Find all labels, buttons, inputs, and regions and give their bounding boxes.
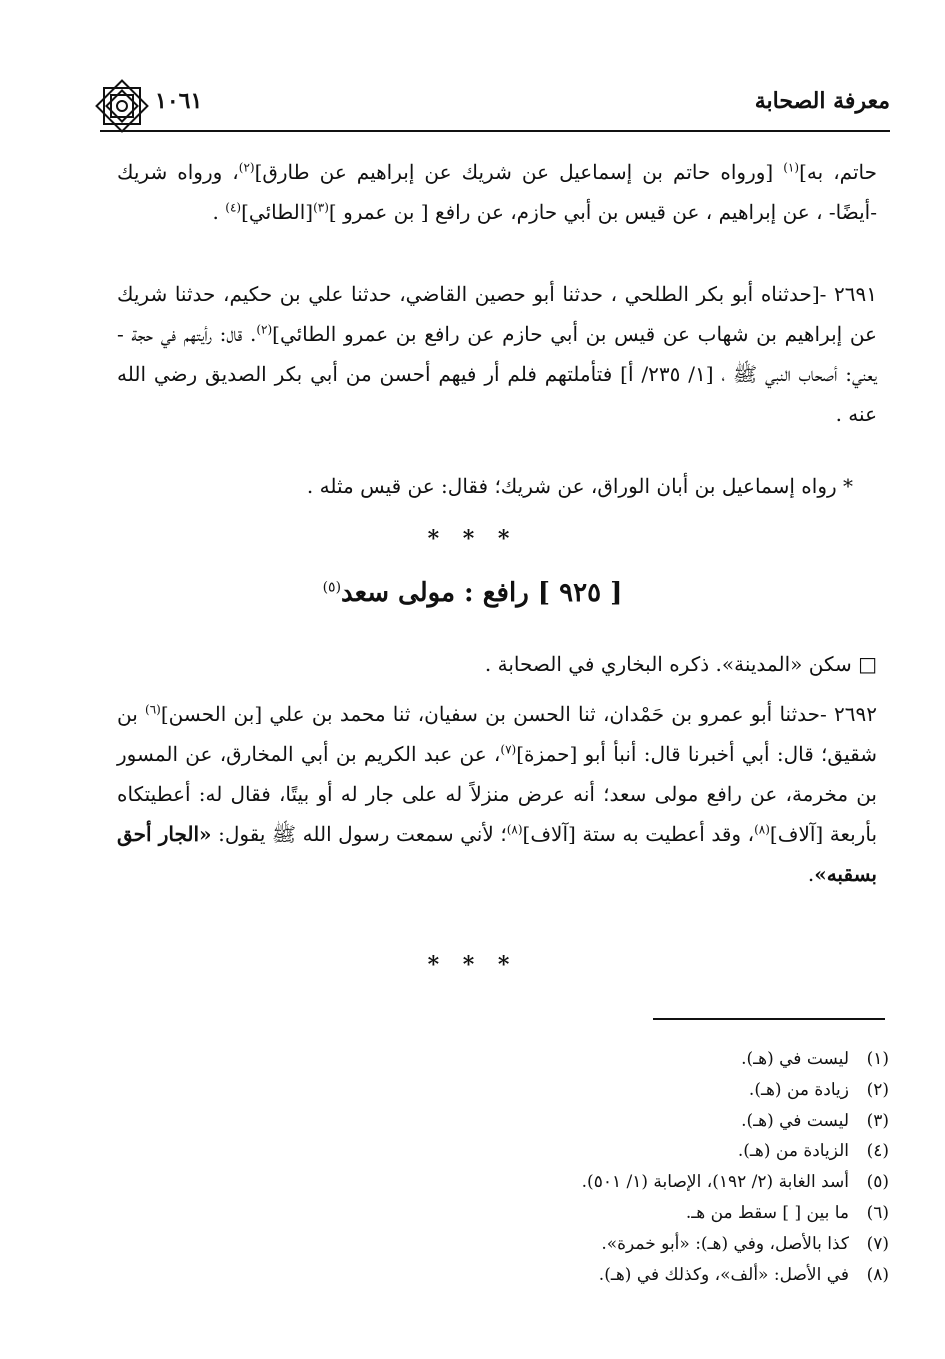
- footnote-ref[interactable]: (٣): [313, 200, 329, 215]
- footnote-ref[interactable]: (٨): [754, 822, 770, 837]
- footnote-ref[interactable]: (٢): [238, 160, 255, 175]
- hadith-2691: ٢٦٩١ -[حدثناه أبو بكر الطلحي ، حدثنا أبو حصين القاضي، حدثنا علي بن حكيم، حدثنا شريك عن إبراهيم بن شهاب عن قيس بن أبي حازم عن رافع بن عمرو الطائي]$^{(٢)}$. قال: رأيتهم في حجة - يعني: أصحاب النبي ﷺ ، [١/ ٢٣٥/ أ] فتأملتهم فلم أر فيهم أحسن من أبي بكر الصديق رضي الله عنه .: [117, 282, 877, 426]
- page-number: ١٠٦١: [155, 88, 203, 114]
- octagram-ornament-icon: [92, 76, 152, 136]
- footnote-ref[interactable]: (٤): [225, 200, 242, 215]
- page-header: [100, 80, 890, 132]
- footnote-item: (٧)كذا بالأصل، وفي (هـ): «أبو خمرة».: [601, 1233, 889, 1254]
- section-heading: [ ٩٢٥ ] رافع : مولى سعد$^{(٥)}$: [322, 578, 623, 608]
- footnote-ref[interactable]: (٧): [500, 742, 517, 757]
- footnote-ref[interactable]: (٨): [506, 822, 523, 837]
- footnote-ref[interactable]: (١): [783, 160, 800, 175]
- quoted-hadith: «الجار أحق بسقبه»: [117, 822, 877, 886]
- narration-note: * رواه إسماعيل بن أبان الوراق، عن شريك؛ فقال: عن قيس مثله .: [306, 474, 853, 498]
- footnote-item: (٦)ما بين [ ] سقط من هـ.: [685, 1202, 889, 1223]
- footnote-item: (٣)ليست في (هـ).: [741, 1110, 889, 1131]
- footnote-item: (٨)في الأصل: «ألف»، وكذلك في (هـ).: [598, 1264, 889, 1285]
- footnote-ref[interactable]: (٢): [256, 322, 273, 337]
- footnotes-list: [129, 1044, 889, 1290]
- hadith-2692: ٢٦٩٢ -حدثنا أبو عمرو بن حَمْدان، ثنا الحسن بن سفيان، ثنا محمد بن علي [بن الحسن]$^{(٦)}$ بن شقيق؛ قال: أبي أخبرنا قال: أنبأ أبو [حمزة]$^{(٧)}$، عن عبد الكريم بن أبي المخارق، عن المسور بن مخرمة، عن رافع مولى سعد؛ أنه عرض منزلاً له على جار له أو بيتًا، فقال له: أعطيتكاه بأربعة [آلاف]$^{(٨)}$، وقد أعطيت به ستة [آلاف]$^{(٨)}$؛ لأني سمعت رسول الله ﷺ يقول: «الجار أحق بسقبه».: [117, 702, 878, 886]
- footnote-item: (١)ليست في (هـ).: [741, 1049, 889, 1069]
- section-separator: * * *: [427, 526, 518, 552]
- footnote-item: (٤)الزيادة من (هـ).: [737, 1141, 889, 1162]
- paragraph-hatim-chain: حاتم، به]$^{(١)}$ [ورواه حاتم بن إسماعيل عن شريك عن إبراهيم عن طارق]$^{(٢)}$، ورواه شريك -أيضًا- ، عن إبراهيم ، عن قيس بن أبي حازم، عن رافع [ بن عمرو ]$^{(٣)}$[الطائي]$^{(٤)}$ .: [117, 160, 877, 224]
- footnote-item: (٢)زيادة من (هـ).: [748, 1079, 889, 1100]
- running-title: معرفة الصحابة: [754, 88, 890, 114]
- footnote-item: (٥)أسد الغابة (٢/ ١٩٢)، الإصابة (١/ ٥٠١).: [581, 1172, 889, 1193]
- footnote-ref[interactable]: (٦): [145, 702, 161, 717]
- footnote-ref[interactable]: (٥): [322, 579, 342, 596]
- section-separator: * * *: [427, 952, 518, 978]
- biography-note: □ سكن «المدينة». ذكره البخاري في الصحابة .: [484, 652, 877, 676]
- footnote-divider: [653, 1018, 885, 1020]
